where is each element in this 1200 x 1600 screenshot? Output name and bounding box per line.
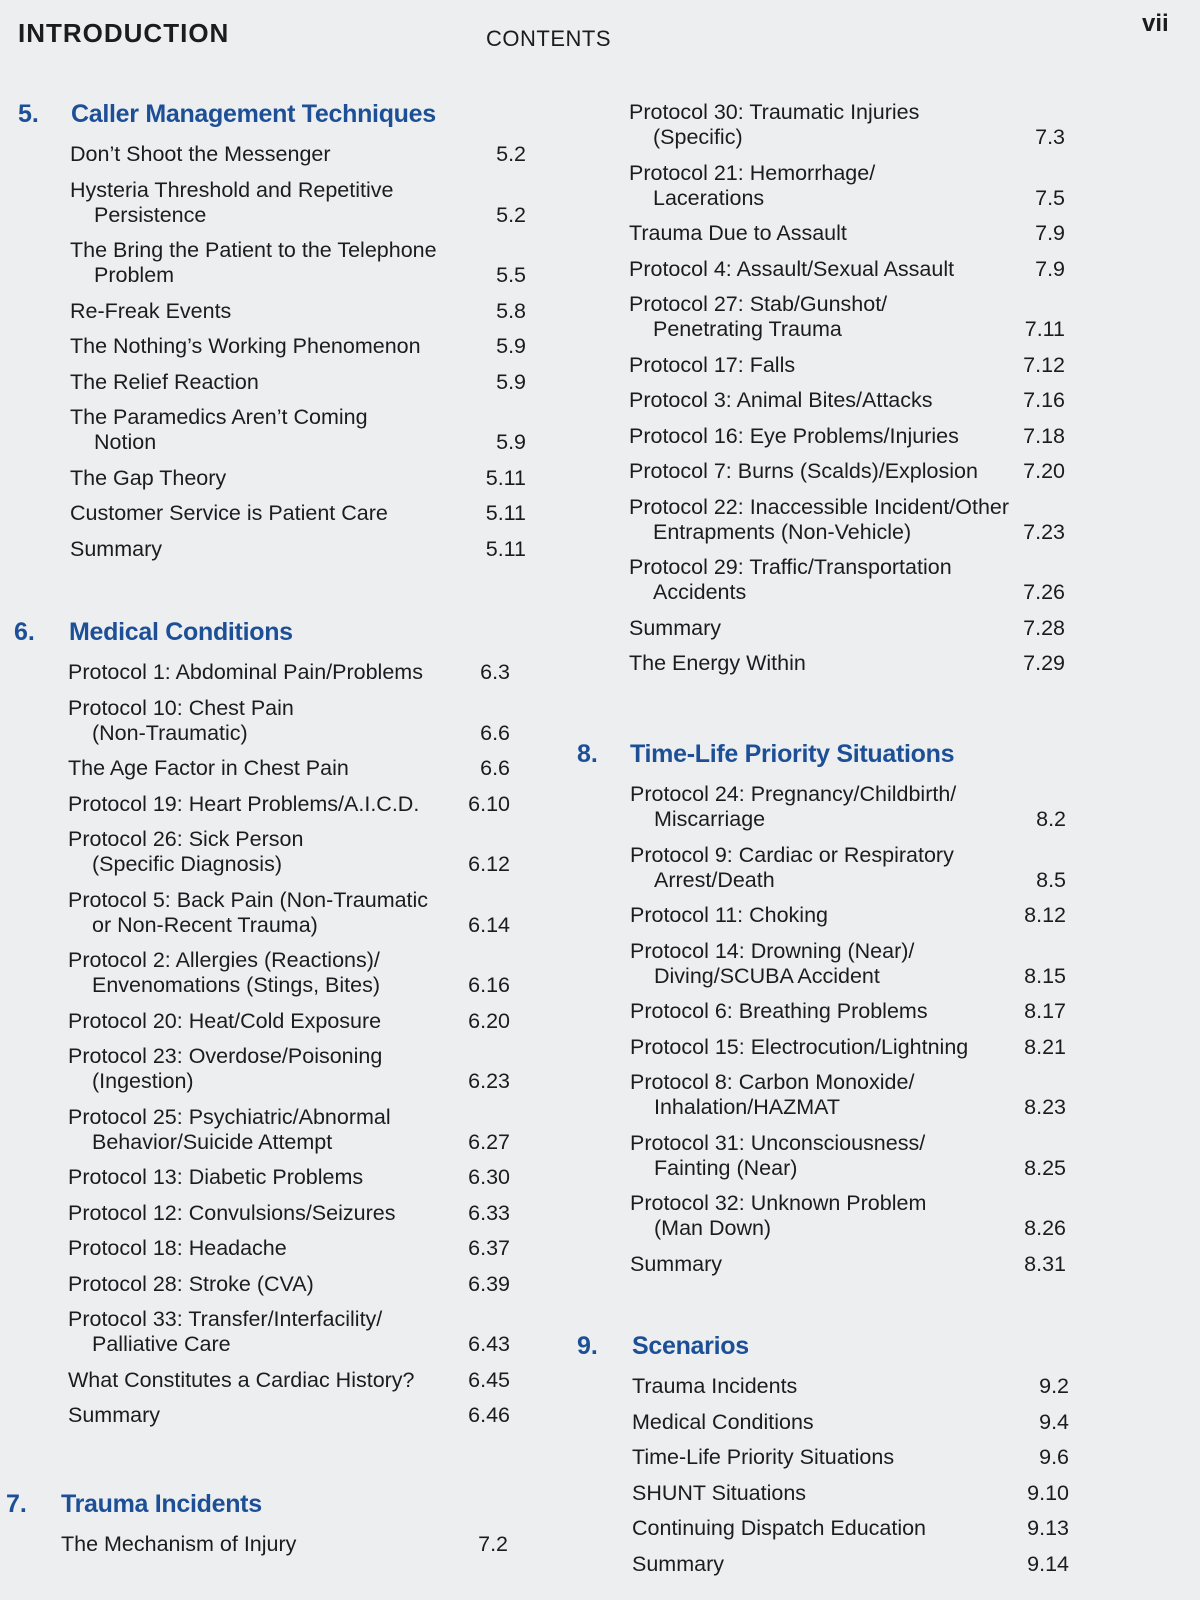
entry-page-number: 7.16 [1023,388,1065,412]
toc-entry [632,1374,1069,1399]
entry-page-number: 6.3 [480,660,510,684]
toc-section-9 [577,1332,1069,1587]
entry-title: Protocol 8: Carbon Monoxide/ [630,1070,915,1094]
toc-entry [632,1481,1069,1506]
entry-title: Protocol 12: Convulsions/Seizures [68,1200,396,1225]
entry-page-number: 9.14 [1027,1551,1069,1576]
entry-title-continued: or Non-Recent Trauma) [92,912,318,937]
entry-title: Time-Life Priority Situations [632,1445,895,1469]
toc-entry [70,370,526,395]
entry-title-continued: Problem [94,263,175,287]
toc-entry [630,1252,1066,1277]
entry-title: Protocol 19: Heart Problems/A.I.C.D. [68,791,420,816]
toc-entry [632,1552,1069,1577]
toc-entry [70,405,526,455]
entry-page-number: 7.2 [478,1532,508,1556]
toc-entry [629,424,1065,449]
entry-title: Summary [70,536,162,561]
toc-entry [629,555,1065,605]
toc-entry [629,353,1065,378]
entry-page-number: 6.37 [468,1236,510,1260]
toc-entry-list [6,1532,508,1557]
entry-title-continued: Inhalation/HAZMAT [654,1095,841,1119]
entry-title-continued: (Specific) [653,125,743,149]
entry-title: Summary [630,1251,722,1276]
toc-entry [629,292,1065,342]
entry-title-continued: (Non-Traumatic) [92,720,248,745]
entry-title: Protocol 33: Transfer/Interfacility/ [68,1307,383,1331]
section-title: Scenarios [632,1332,749,1360]
entry-title-continued: Notion [94,430,157,454]
entry-title: SHUNT Situations [632,1480,807,1505]
section-number: 7. [6,1490,27,1518]
entry-page-number: 7.20 [1023,459,1065,483]
toc-section-6 [14,618,510,1439]
entry-title-continued: Persistence [94,202,207,227]
entry-title: Protocol 18: Headache [68,1236,287,1260]
toc-section-8 [577,740,1066,1287]
toc-entry [70,142,526,167]
entry-title: Protocol 9: Cardiac or Respiratory [630,842,954,867]
toc-entry [68,1368,510,1393]
entry-page-number: 5.11 [485,501,526,525]
entry-page-number: 8.2 [1036,807,1066,831]
entry-page-number: 6.10 [468,791,510,816]
entry-title: Protocol 6: Breathing Problems [630,999,928,1023]
toc-entry [70,501,526,526]
entry-page-number: 9.10 [1027,1480,1069,1505]
entry-title: Protocol 7: Burns (Scalds)/Explosion [629,459,978,483]
entry-title: Protocol 16: Eye Problems/Injuries [629,423,959,448]
entry-title-continued: Behavior/Suicide Attempt [92,1129,333,1154]
running-head-section: INTRODUCTION [18,18,230,48]
entry-page-number: 7.28 [1023,615,1065,640]
entry-title: The Age Factor in Chest Pain [68,756,349,780]
toc-entry [629,100,1065,150]
entry-title: Protocol 27: Stab/Gunshot/ [629,292,888,316]
entry-page-number: 8.15 [1024,963,1066,988]
toc-entry [68,1044,510,1094]
entry-page-number: 5.2 [496,142,526,166]
toc-entry [629,616,1065,641]
toc-entry [70,466,526,491]
entry-page-number: 7.12 [1023,352,1065,377]
entry-title: Protocol 24: Pregnancy/Childbirth/ [630,782,957,806]
toc-entry [630,939,1066,989]
entry-page-number: 9.2 [1039,1374,1069,1398]
running-head-title: CONTENTS [486,26,611,51]
entry-title: Protocol 26: Sick Person [68,827,304,851]
entry-title: Trauma Incidents [632,1374,798,1398]
toc-entry-list [577,1374,1069,1577]
entry-title: Summary [632,1551,724,1576]
section-number: 6. [14,618,35,646]
section-title: Medical Conditions [69,618,293,646]
toc-entry [632,1410,1069,1435]
toc-entry [630,843,1066,893]
entry-title-continued: (Specific Diagnosis) [92,852,282,876]
entry-page-number: 6.30 [468,1165,510,1189]
section-heading [577,1332,1069,1374]
toc-entry [68,660,510,685]
entry-page-number: 8.5 [1036,867,1066,892]
entry-title-continued: Lacerations [653,185,765,210]
entry-title: The Bring the Patient to the Telephone [70,238,437,262]
toc-entry [68,696,510,746]
section-heading [18,100,526,142]
entry-title: Protocol 11: Choking [630,903,828,927]
entry-page-number: 8.26 [1024,1216,1066,1240]
entry-page-number: 5.8 [496,298,526,323]
entry-page-number: 5.9 [496,369,526,394]
toc-entry [629,495,1065,545]
toc-entry [629,388,1065,413]
entry-title: Protocol 25: Psychiatric/Abnormal [68,1104,391,1129]
toc-section-7 [6,1490,508,1568]
entry-title: Protocol 1: Abdominal Pain/Problems [68,660,423,684]
entry-title: Protocol 3: Animal Bites/Attacks [629,388,933,412]
toc-entry [70,537,526,562]
entry-title: Medical Conditions [632,1409,814,1434]
entry-title-continued: Fainting (Near) [654,1155,798,1180]
entry-title-continued: Accidents [653,580,747,604]
entry-title-continued: (Ingestion) [92,1069,194,1093]
entry-title: Don’t Shoot the Messenger [70,142,331,166]
entry-title-continued: Penetrating Trauma [653,317,842,341]
entry-title: Continuing Dispatch Education [632,1516,927,1540]
section-heading [577,740,1066,782]
entry-page-number: 6.6 [480,720,510,745]
toc-entry [68,792,510,817]
toc-entry [68,948,510,998]
section-number: 9. [577,1332,598,1360]
entry-title: Protocol 2: Allergies (Reactions)/ [68,948,380,972]
entry-title: Trauma Due to Assault [629,221,847,245]
entry-page-number: 7.23 [1023,519,1065,544]
entry-title-continued: Palliative Care [92,1332,231,1356]
entry-page-number: 7.9 [1035,256,1065,281]
entry-page-number: 6.46 [468,1403,510,1427]
entry-page-number: 8.23 [1024,1095,1066,1119]
entry-title: Protocol 13: Diabetic Problems [68,1165,364,1189]
toc-entry [629,651,1065,676]
toc-entry [70,299,526,324]
section-title: Caller Management Techniques [71,100,436,128]
entry-page-number: 6.16 [468,973,510,997]
entry-title: Protocol 29: Traffic/Transportation [629,555,952,579]
entry-page-number: 7.9 [1035,221,1065,245]
entry-page-number: 7.29 [1023,651,1065,675]
toc-entry [61,1532,508,1557]
entry-title: Protocol 4: Assault/Sexual Assault [629,256,955,281]
section-title: Trauma Incidents [61,1490,262,1518]
entry-title: The Mechanism of Injury [61,1532,297,1556]
toc-entry [632,1445,1069,1470]
toc-entry-list [577,782,1066,1277]
entry-title: Re-Freak Events [70,298,232,323]
toc-entry-list [14,660,510,1428]
toc-entry [629,161,1065,211]
section-number: 5. [18,100,39,128]
entry-title: Protocol 20: Heat/Cold Exposure [68,1008,382,1033]
entry-title: Protocol 17: Falls [629,352,796,377]
entry-title: Protocol 22: Inaccessible Incident/Other [629,494,1010,519]
entry-page-number: 6.27 [468,1129,510,1154]
entry-title-continued: (Man Down) [654,1216,772,1240]
toc-entry [68,827,510,877]
entry-title: Protocol 30: Traumatic Injuries [629,100,920,124]
toc-entry [68,888,510,938]
entry-title: The Gap Theory [70,465,227,490]
entry-page-number: 9.13 [1027,1516,1069,1540]
section-heading [6,1490,508,1532]
entry-page-number: 8.12 [1024,903,1066,927]
toc-entry [68,1165,510,1190]
entry-title: Protocol 10: Chest Pain [68,695,294,720]
entry-title: The Energy Within [629,651,806,675]
entry-title: What Constitutes a Cardiac History? [68,1367,415,1392]
toc-section-7-continued [629,100,1065,687]
entry-title: Protocol 21: Hemorrhage/ [629,160,876,185]
entry-page-number: 5.9 [496,334,526,358]
entry-title: Summary [629,615,721,640]
entry-page-number: 6.43 [468,1332,510,1356]
toc-section-5 [18,100,526,572]
toc-entry [70,178,526,228]
entry-page-number: 6.12 [468,852,510,876]
entry-page-number: 5.11 [485,536,526,561]
toc-entry [630,1191,1066,1241]
toc-entry [68,756,510,781]
toc-entry [632,1516,1069,1541]
toc-entry [70,334,526,359]
toc-entry [68,1201,510,1226]
entry-page-number: 6.6 [480,756,510,780]
entry-title: Hysteria Threshold and Repetitive [70,177,394,202]
entry-title: Protocol 31: Unconsciousness/ [630,1130,926,1155]
section-heading [14,618,510,660]
entry-page-number: 6.14 [468,912,510,937]
entry-page-number: 8.25 [1024,1155,1066,1180]
section-title: Time-Life Priority Situations [630,740,955,768]
toc-entry [629,221,1065,246]
entry-page-number: 7.3 [1035,125,1065,149]
toc-entry [630,999,1066,1024]
entry-page-number: 9.4 [1039,1409,1069,1434]
entry-page-number: 7.18 [1023,423,1065,448]
entry-title-continued: Diving/SCUBA Accident [654,963,880,988]
entry-page-number: 5.11 [485,465,526,490]
toc-entry [68,1272,510,1297]
entry-title-continued: Entrapments (Non-Vehicle) [653,519,912,544]
entry-page-number: 7.11 [1024,317,1065,341]
entry-title-continued: Arrest/Death [654,867,775,892]
entry-title: Protocol 5: Back Pain (Non-Traumatic [68,887,429,912]
entry-title: Protocol 14: Drowning (Near)/ [630,938,915,963]
entry-page-number: 8.31 [1024,1251,1066,1276]
entry-page-number: 8.17 [1024,999,1066,1023]
entry-page-number: 6.45 [468,1367,510,1392]
entry-page-number: 5.9 [496,430,526,454]
section-number: 8. [577,740,598,768]
entry-title-continued: Envenomations (Stings, Bites) [92,973,380,997]
toc-entry [630,1070,1066,1120]
entry-title: The Paramedics Aren’t Coming [70,405,368,429]
toc-entry [630,903,1066,928]
entry-page-number: 9.6 [1039,1445,1069,1469]
entry-page-number: 6.33 [468,1200,510,1225]
toc-entry [68,1236,510,1261]
entry-title: Protocol 15: Electrocution/Lightning [630,1034,969,1059]
toc-entry [630,1131,1066,1181]
toc-entry [70,238,526,288]
toc-entry-list [18,142,526,562]
toc-entry [629,257,1065,282]
entry-page-number: 6.23 [468,1069,510,1093]
toc-entry [629,459,1065,484]
toc-entry [68,1403,510,1428]
toc-entry [630,1035,1066,1060]
entry-page-number: 6.39 [468,1271,510,1296]
entry-title: Customer Service is Patient Care [70,501,388,525]
entry-title: Protocol 23: Overdose/Poisoning [68,1044,383,1068]
entry-page-number: 8.21 [1024,1034,1066,1059]
entry-page-number: 7.5 [1035,185,1065,210]
toc-entry-list [629,100,1065,676]
entry-page-number: 5.5 [496,263,526,287]
entry-page-number: 5.2 [496,202,526,227]
entry-title: The Nothing’s Working Phenomenon [70,334,421,358]
toc-entry [68,1307,510,1357]
page-number: vii [1142,10,1169,37]
entry-title: Protocol 32: Unknown Problem [630,1191,927,1215]
entry-page-number: 7.26 [1023,580,1065,604]
toc-entry [68,1009,510,1034]
entry-page-number: 6.20 [468,1008,510,1033]
entry-title: Summary [68,1403,160,1427]
toc-entry [630,782,1066,832]
entry-title: Protocol 28: Stroke (CVA) [68,1271,314,1296]
toc-entry [68,1105,510,1155]
entry-title-continued: Miscarriage [654,807,766,831]
entry-title: The Relief Reaction [70,369,259,394]
